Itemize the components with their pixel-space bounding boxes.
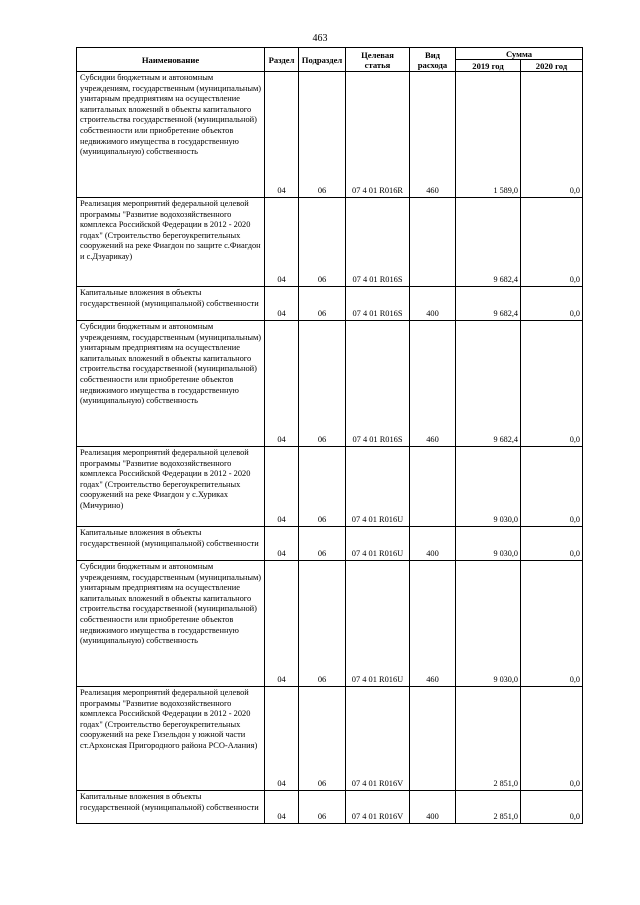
row-subsection: 06: [299, 321, 346, 447]
row-section: 04: [265, 198, 299, 287]
row-expense-type: 460: [410, 72, 456, 198]
header-target: Целевая статья: [346, 48, 410, 72]
row-subsection: 06: [299, 72, 346, 198]
row-name: Реализация мероприятий федеральной целевой программы "Развитие водохозяйственного комплекса Российской Федерации в 2012 - 2020 годах" (Строительство берегоукрепительных сооружений на реке Фиагдон по защите с.Фиагдон и с.Дзуарикау): [77, 198, 265, 287]
table-row: [77, 321, 583, 447]
row-sum-2019: 9 030,0: [456, 447, 521, 527]
budget-table: [76, 47, 583, 824]
header-subsection: Подраздел: [299, 48, 346, 72]
row-sum-2019: 9 682,4: [456, 287, 521, 321]
row-target: 07 4 01 R016V: [346, 791, 410, 824]
row-subsection: 06: [299, 447, 346, 527]
row-target: 07 4 01 R016U: [346, 527, 410, 561]
row-name: Капитальные вложения в объекты государственной (муниципальной) собственности: [77, 527, 265, 561]
row-section: 04: [265, 687, 299, 791]
row-subsection: 06: [299, 527, 346, 561]
row-subsection: 06: [299, 791, 346, 824]
row-expense-type: 400: [410, 527, 456, 561]
row-expense-type: [410, 687, 456, 791]
row-sum-2020: 0,0: [521, 72, 583, 198]
row-section: 04: [265, 791, 299, 824]
row-sum-2020: 0,0: [521, 791, 583, 824]
row-sum-2020: 0,0: [521, 561, 583, 687]
row-section: 04: [265, 321, 299, 447]
row-expense-type: 400: [410, 287, 456, 321]
page-number: 463: [312, 33, 328, 44]
table-row: [77, 791, 583, 824]
row-name: Субсидии бюджетным и автономным учреждениям, государственным (муниципальным) унитарным предприятиям на осуществление капитальных вложений в объекты капитального строительства государственной (муниципальной) собственности или приобретение объектов недвижимого имущества в государственную (муниципальную) собственность: [77, 321, 265, 447]
row-sum-2019: 9 682,4: [456, 321, 521, 447]
row-sum-2020: 0,0: [521, 447, 583, 527]
row-sum-2019: 9 030,0: [456, 561, 521, 687]
row-expense-type: [410, 198, 456, 287]
row-subsection: 06: [299, 287, 346, 321]
header-sum: Сумма: [456, 48, 583, 60]
row-section: 04: [265, 447, 299, 527]
row-name: Реализация мероприятий федеральной целевой программы "Развитие водохозяйственного комплекса Российской Федерации в 2012 - 2020 годах" (Строительство берегоукрепительных сооружений на реке Гизельдон у южной части ст.Архонская Пригородного района РСО-Алания): [77, 687, 265, 791]
row-target: 07 4 01 R016U: [346, 561, 410, 687]
table-row: [77, 561, 583, 687]
row-name: Реализация мероприятий федеральной целевой программы "Развитие водохозяйственного комплекса Российской Федерации в 2012 - 2020 годах" (Строительство берегоукрепительных сооружений на реке Фиагдон у с.Хуриках (Мичурино): [77, 447, 265, 527]
row-expense-type: 400: [410, 791, 456, 824]
row-name: Субсидии бюджетным и автономным учреждениям, государственным (муниципальным) унитарным предприятиям на осуществление капитальных вложений в объекты капитального строительства государственной (муниципальной) собственности или приобретение объектов недвижимого имущества в государственную (муниципальную) собственность: [77, 561, 265, 687]
row-name: Капитальные вложения в объекты государственной (муниципальной) собственности: [77, 287, 265, 321]
row-section: 04: [265, 561, 299, 687]
header-year-2020: 2020 год: [521, 60, 583, 72]
row-section: 04: [265, 527, 299, 561]
header-name: Наименование: [77, 48, 265, 72]
header-section: Раздел: [265, 48, 299, 72]
header-expense-type: Вид расхода: [410, 48, 456, 72]
table-row: [77, 287, 583, 321]
table-row: [77, 447, 583, 527]
row-sum-2019: 9 030,0: [456, 527, 521, 561]
row-target: 07 4 01 R016S: [346, 287, 410, 321]
row-sum-2020: 0,0: [521, 287, 583, 321]
row-target: 07 4 01 R016S: [346, 321, 410, 447]
row-sum-2019: 2 851,0: [456, 791, 521, 824]
row-name: Субсидии бюджетным и автономным учреждениям, государственным (муниципальным) унитарным предприятиям на осуществление капитальных вложений в объекты капитального строительства государственной (муниципальной) собственности или приобретение объектов недвижимого имущества в государственную (муниципальную) собственность: [77, 72, 265, 198]
row-sum-2019: 1 589,0: [456, 72, 521, 198]
table-row: [77, 72, 583, 198]
row-subsection: 06: [299, 561, 346, 687]
header-year-2019: 2019 год: [456, 60, 521, 72]
row-target: 07 4 01 R016V: [346, 687, 410, 791]
row-expense-type: 460: [410, 321, 456, 447]
row-target: 07 4 01 R016S: [346, 198, 410, 287]
table-row: [77, 687, 583, 791]
row-name: Капитальные вложения в объекты государственной (муниципальной) собственности: [77, 791, 265, 824]
table-row: [77, 198, 583, 287]
row-sum-2020: 0,0: [521, 687, 583, 791]
table-row: [77, 527, 583, 561]
row-section: 04: [265, 287, 299, 321]
row-expense-type: 460: [410, 561, 456, 687]
row-subsection: 06: [299, 687, 346, 791]
row-target: 07 4 01 R016U: [346, 447, 410, 527]
row-section: 04: [265, 72, 299, 198]
row-expense-type: [410, 447, 456, 527]
row-sum-2019: 9 682,4: [456, 198, 521, 287]
row-sum-2019: 2 851,0: [456, 687, 521, 791]
row-subsection: 06: [299, 198, 346, 287]
row-sum-2020: 0,0: [521, 527, 583, 561]
row-sum-2020: 0,0: [521, 321, 583, 447]
row-sum-2020: 0,0: [521, 198, 583, 287]
row-target: 07 4 01 R016R: [346, 72, 410, 198]
